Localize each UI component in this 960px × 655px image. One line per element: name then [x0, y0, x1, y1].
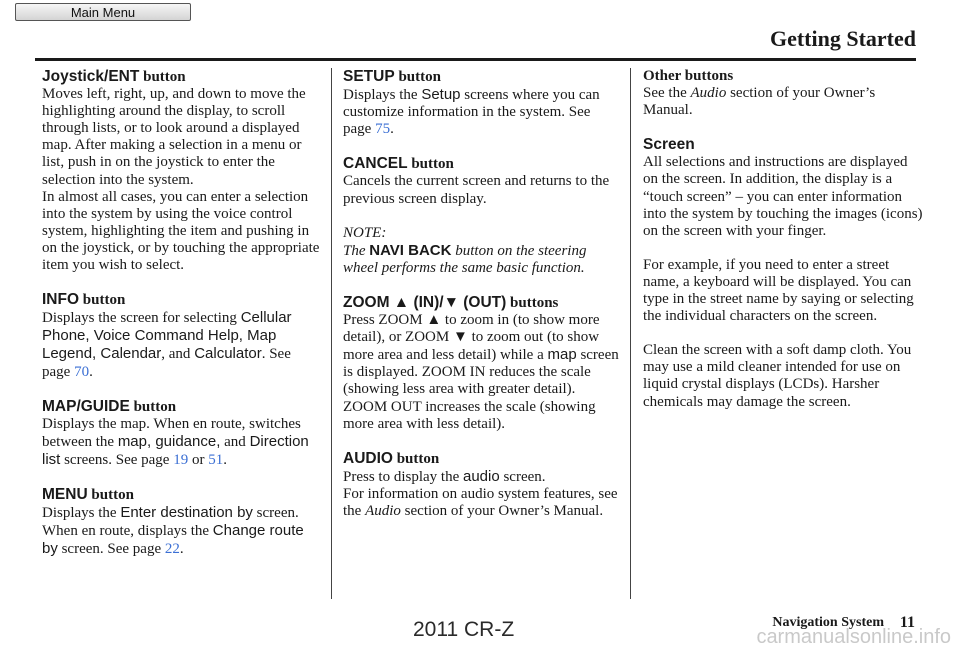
column-right — [643, 68, 923, 428]
model-watermark: 2011 CR-Z — [413, 618, 515, 641]
header-rule — [35, 58, 916, 61]
section-body: Displays the screen for selecting Cellular Phone, Voice Command Help, Map Legend, Calendar, and Calculator. See page 70. — [42, 309, 292, 380]
section-heading: Screen — [643, 136, 695, 154]
section-zoom — [343, 294, 621, 433]
footer-label: Navigation System — [772, 615, 884, 630]
section-note — [343, 225, 621, 277]
section-body: Press to display the audio screen. — [343, 467, 546, 485]
section-heading: Other buttons — [643, 68, 734, 84]
column-divider — [630, 68, 631, 599]
site-watermark: carmanualsonline.info — [756, 626, 951, 648]
section-body: See the Audio section of your Owner’s Manual. — [643, 85, 876, 119]
section-body: Displays the map. When en route, switches between the map, guidance, and Direction list screens. See page 19 or 51. — [42, 415, 309, 468]
section-other-buttons — [643, 68, 923, 119]
section-heading: CANCEL button — [343, 155, 454, 173]
section-map-guide — [42, 398, 320, 469]
note-label: NOTE: — [343, 224, 387, 241]
page-link[interactable]: 51 — [208, 451, 224, 468]
page-link[interactable]: 22 — [164, 541, 180, 558]
column-middle — [343, 68, 621, 537]
page-title: Getting Started — [769, 26, 916, 51]
column-left — [42, 68, 320, 575]
section-setup — [343, 68, 621, 138]
page-link[interactable]: 19 — [173, 451, 189, 468]
note-body: The NAVI BACK button on the steering wheel performs the same basic function. — [343, 241, 587, 276]
section-heading: MENU button — [42, 485, 134, 503]
section-body: Cancels the current screen and returns to the previous screen display. — [343, 173, 610, 207]
page-link[interactable]: 70 — [74, 363, 90, 380]
section-body: For information on audio system features, see the Audio section of your Owner’s Manual. — [343, 485, 618, 519]
section-heading: ZOOM ▲ (IN)/▼ (OUT) buttons — [343, 293, 559, 311]
section-menu — [42, 486, 320, 558]
section-body: Clean the screen with a soft damp cloth. You may use a mild cleaner intended for use on liquid crystal displays (LCDs). Harsher chemicals may damage the screen. — [643, 342, 912, 410]
section-body: Moves left, right, up, and down to move the highlighting around the display, to scroll through lists, or to look around a displayed map. After making a selection in a menu or list, push in on the joystick to enter the selection into the system. — [42, 86, 306, 188]
section-body: For example, if you need to enter a street name, a keyboard will be displayed. You can type in the street name by saying or selecting the individual characters on the screen. — [643, 256, 914, 325]
section-heading: SETUP button — [343, 68, 441, 85]
section-screen — [643, 136, 923, 410]
section-heading: MAP/GUIDE button — [42, 397, 177, 415]
section-body: In almost all cases, you can enter a selection into the system by using the voice control system, highlighting the item and pushing in on the joystick, or by touching the appropriate item you wish to select. — [42, 188, 320, 274]
section-audio — [343, 450, 621, 520]
section-joystick — [42, 68, 320, 274]
section-body: All selections and instructions are displayed on the screen. In addition, the display is a “touch screen” – you can enter information into the system by touching the images (icons) on the screen with your finger. — [643, 154, 923, 239]
section-heading: Joystick/ENT button — [42, 68, 186, 85]
section-cancel — [343, 155, 621, 207]
section-body: Displays the Enter destination by screen. When en route, displays the Change route by screen. See page 22. — [42, 504, 304, 558]
page-link[interactable]: 75 — [375, 121, 391, 138]
main-menu-button[interactable]: Main Menu — [15, 3, 191, 21]
section-heading: AUDIO button — [343, 449, 440, 467]
column-divider — [331, 68, 332, 599]
section-body: Displays the Setup screens where you can customize information in the system. See page 75. — [343, 86, 600, 138]
page-number: 11 — [899, 614, 915, 631]
section-heading: INFO button — [42, 291, 126, 309]
section-body: Press ZOOM ▲ to zoom in (to show more detail), or ZOOM ▼ to zoom out (to show more area and less detail) while a map screen is displayed. ZOOM IN reduces the scale (showing less area with greater detail). ZOOM OUT increases the scale (showing more area with less detail). — [343, 312, 619, 432]
section-info — [42, 291, 320, 380]
